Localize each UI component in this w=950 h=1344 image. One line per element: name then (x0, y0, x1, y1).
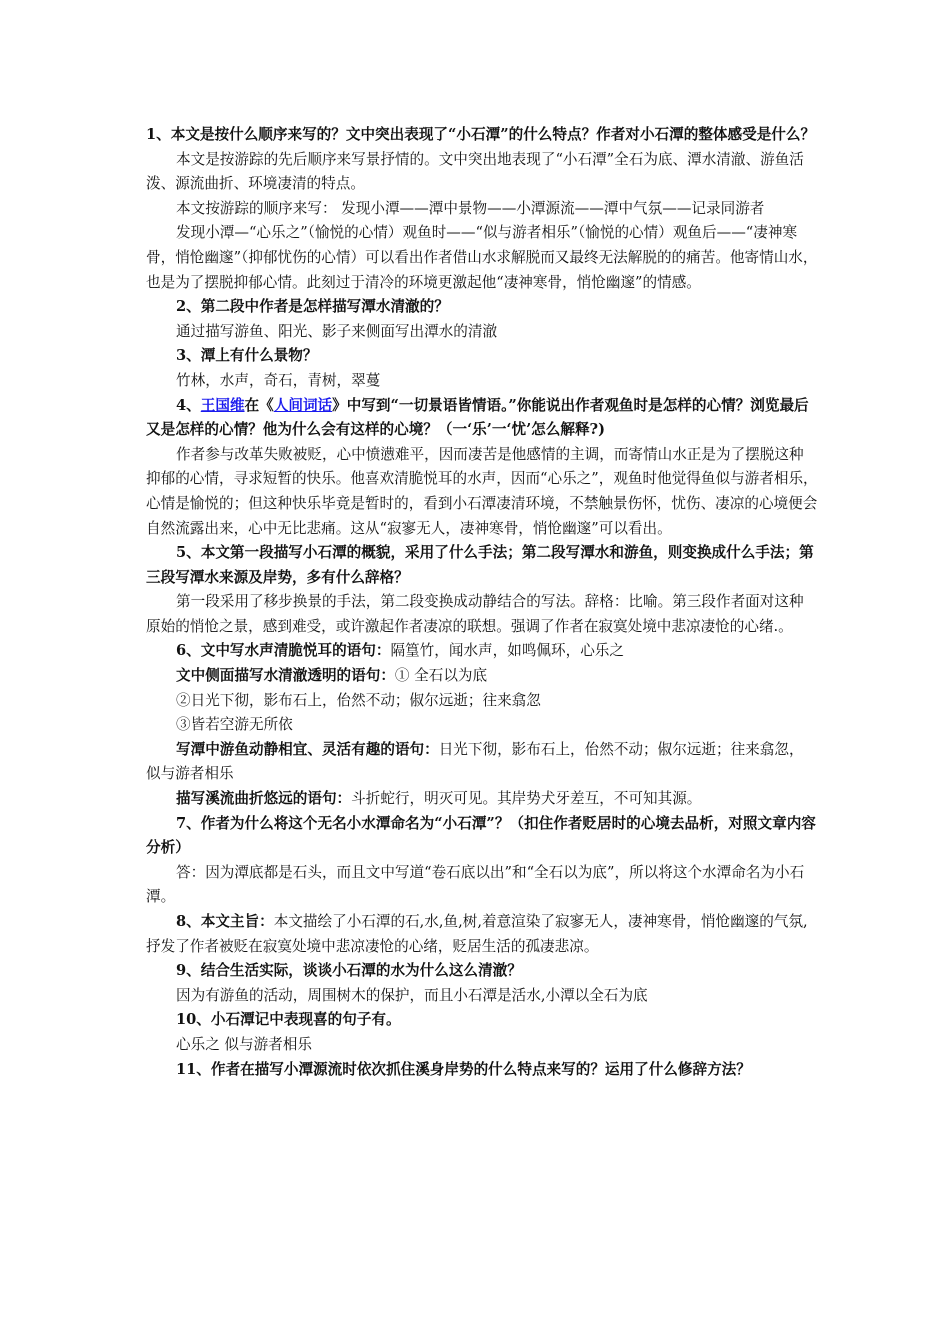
answer-10: 心乐之 似与游者相乐 (176, 1035, 312, 1053)
q6-label-fish: 写潭中游鱼动静相宜、灵活有趣的语句： (176, 740, 439, 758)
question-1: 1、本文是按什么顺序来写的？文中突出表现了“小石潭”的什么特点？作者对小石潭的整体感受是什么？ (146, 126, 816, 143)
question-4-prefix: 4、 (176, 396, 201, 414)
q6-water-sound (146, 639, 818, 664)
question-9: 9、结合生活实际，谈谈小石潭的水为什么这么清澈？ (176, 962, 522, 980)
question-11: 11、作者在描写小潭源流时依次抓住溪身岸势的什么特点来写的？运用了什么修辞方法？ (176, 1060, 751, 1078)
answer-4: 作者参与改革失败被贬，心中愤懑难平，因而凄苦是他感情的主调，而寄情山水正是为了摆脱这种抑郁的心情，寻求短暂的快乐。他喜欢清脆悦耳的水声，因而“心乐之”，观鱼时他觉得鱼似与游者相乐，心情是愉悦的；但这种快乐毕竟是暂时的，看到小石潭凄清环境，不禁触景伤怀，忧伤、凄凉的心境便会自然流露出来，心中无比悲痛。这从“寂寥无人，凄神寒骨，悄怆幽邃”可以看出。 (146, 445, 818, 537)
question-2: 2、第二段中作者是怎样描写潭水清澈的？ (176, 298, 449, 316)
q6-clear-water (146, 664, 818, 689)
q6-fish (146, 738, 818, 787)
wang-guowei-link[interactable]: 王国维 (200, 396, 245, 414)
q6-label-water-sound: 6、文中写水声清脆悦耳的语句： (176, 642, 391, 660)
answer-3: 竹林，水声，奇石，青树，翠蔓 (176, 371, 381, 389)
question-4-mid: 在《 (244, 396, 274, 414)
question-3: 3、潭上有什么景物？ (176, 347, 318, 365)
answer-9: 因为有游鱼的活动，周围树木的保护，而且小石潭是活水,小潭以全石为底 (176, 986, 648, 1004)
question-4 (146, 394, 818, 443)
q6-label-clear-water: 文中侧面描写水清澈透明的语句： (176, 667, 395, 685)
answer-5: 第一段采用了移步换景的手法，第二段变换成动静结合的写法。辞格：比喻。第三段作者面对这种原始的悄怆之景，感到难受，或许激起作者凄凉的联想。强调了作者在寂寞处境中悲凉凄怆的心绪.。 (146, 593, 804, 635)
question-5: 5、本文第一段描写小石潭的概貌，采用了什么手法；第二段写潭水和游鱼，则变换成什么手法；第三段写潭水来源及岸势，多有什么辞格？ (146, 544, 814, 586)
q6-label-stream: 描写溪流曲折悠远的语句： (176, 790, 352, 808)
answer-1-sequence: 本文按游踪的顺序来写： 发现小潭——潭中景物——小潭源流——潭中气氛——记录同游者 (176, 199, 765, 217)
answer-7: 答：因为潭底都是石头，而且文中写道“卷石底以出”和“全石以为底”，所以将这个水潭命名为小石潭。 (146, 863, 805, 906)
q8-theme (146, 910, 818, 959)
q6-text-fish: 日光下彻，影布石上，佁然不动；俶尔远逝；往来翕忽，似与游者相乐 (146, 740, 804, 783)
q6-text-water-sound: 隔篁竹，闻水声，如鸣佩环，心乐之 (390, 642, 624, 660)
q8-text: 本文描绘了小石潭的石,水,鱼,树,着意渲染了寂寥无人，凄神寒骨，悄怆幽邃的气氛,抒发了作者被贬在寂寞处境中悲凉凄怆的心绪，贬居生活的孤凄悲凉。 (146, 913, 808, 955)
q6-clear-water-2: ②日光下彻，影布石上，佁然不动；俶尔远逝；往来翕忽 (176, 691, 541, 709)
q6-clear-water-3: ③皆若空游无所依 (176, 716, 293, 734)
document-body (146, 123, 818, 1082)
question-7: 7、作者为什么将这个无名小水潭命名为“小石潭”？（扣住作者贬居时的心境去品析，对照文章内容分析） (146, 814, 816, 857)
q6-stream (146, 787, 818, 812)
question-10: 10、小石潭记中表现喜的句子有。 (176, 1011, 401, 1029)
q6-text-clear-water-1: ① 全石以为底 (394, 667, 488, 685)
answer-2: 通过描写游鱼、阳光、影子来侧面写出潭水的清澈 (176, 322, 498, 340)
q8-label: 8、本文主旨： (176, 913, 274, 930)
renjian-cihua-link[interactable]: 人间词话 (273, 396, 333, 414)
answer-1-order: 本文是按游踪的先后顺序来写景抒情的。文中突出地表现了“小石潭”全石为底、潭水清澈、游鱼活泼、源流曲折、环境凄清的特点。 (146, 150, 804, 193)
answer-1-feeling: 发现小潭—“心乐之”（愉悦的心情）观鱼时——“似与游者相乐”（愉悦的心情）观鱼后——“凄神寒骨，悄怆幽邃”（抑郁忧伤的心情）可以看出作者借山水求解脱而又最终无法解脱的的痛苦。他寄情山水，也是为了摆脱抑郁心情。此刻过于清冷的环境更激起他“凄神寒骨，悄怆幽邃”的情感。 (146, 224, 818, 291)
q6-text-stream: 斗折蛇行，明灭可见。其岸势犬牙差互，不可知其源。 (351, 790, 702, 808)
question-4-rest: 》中写到“一切景语皆情语。”你能说出作者观鱼时是怎样的心情？浏览最后又是怎样的心情？他为什么会有这样的心境？（一‘乐’一‘忧’怎么解释?) (146, 396, 809, 439)
